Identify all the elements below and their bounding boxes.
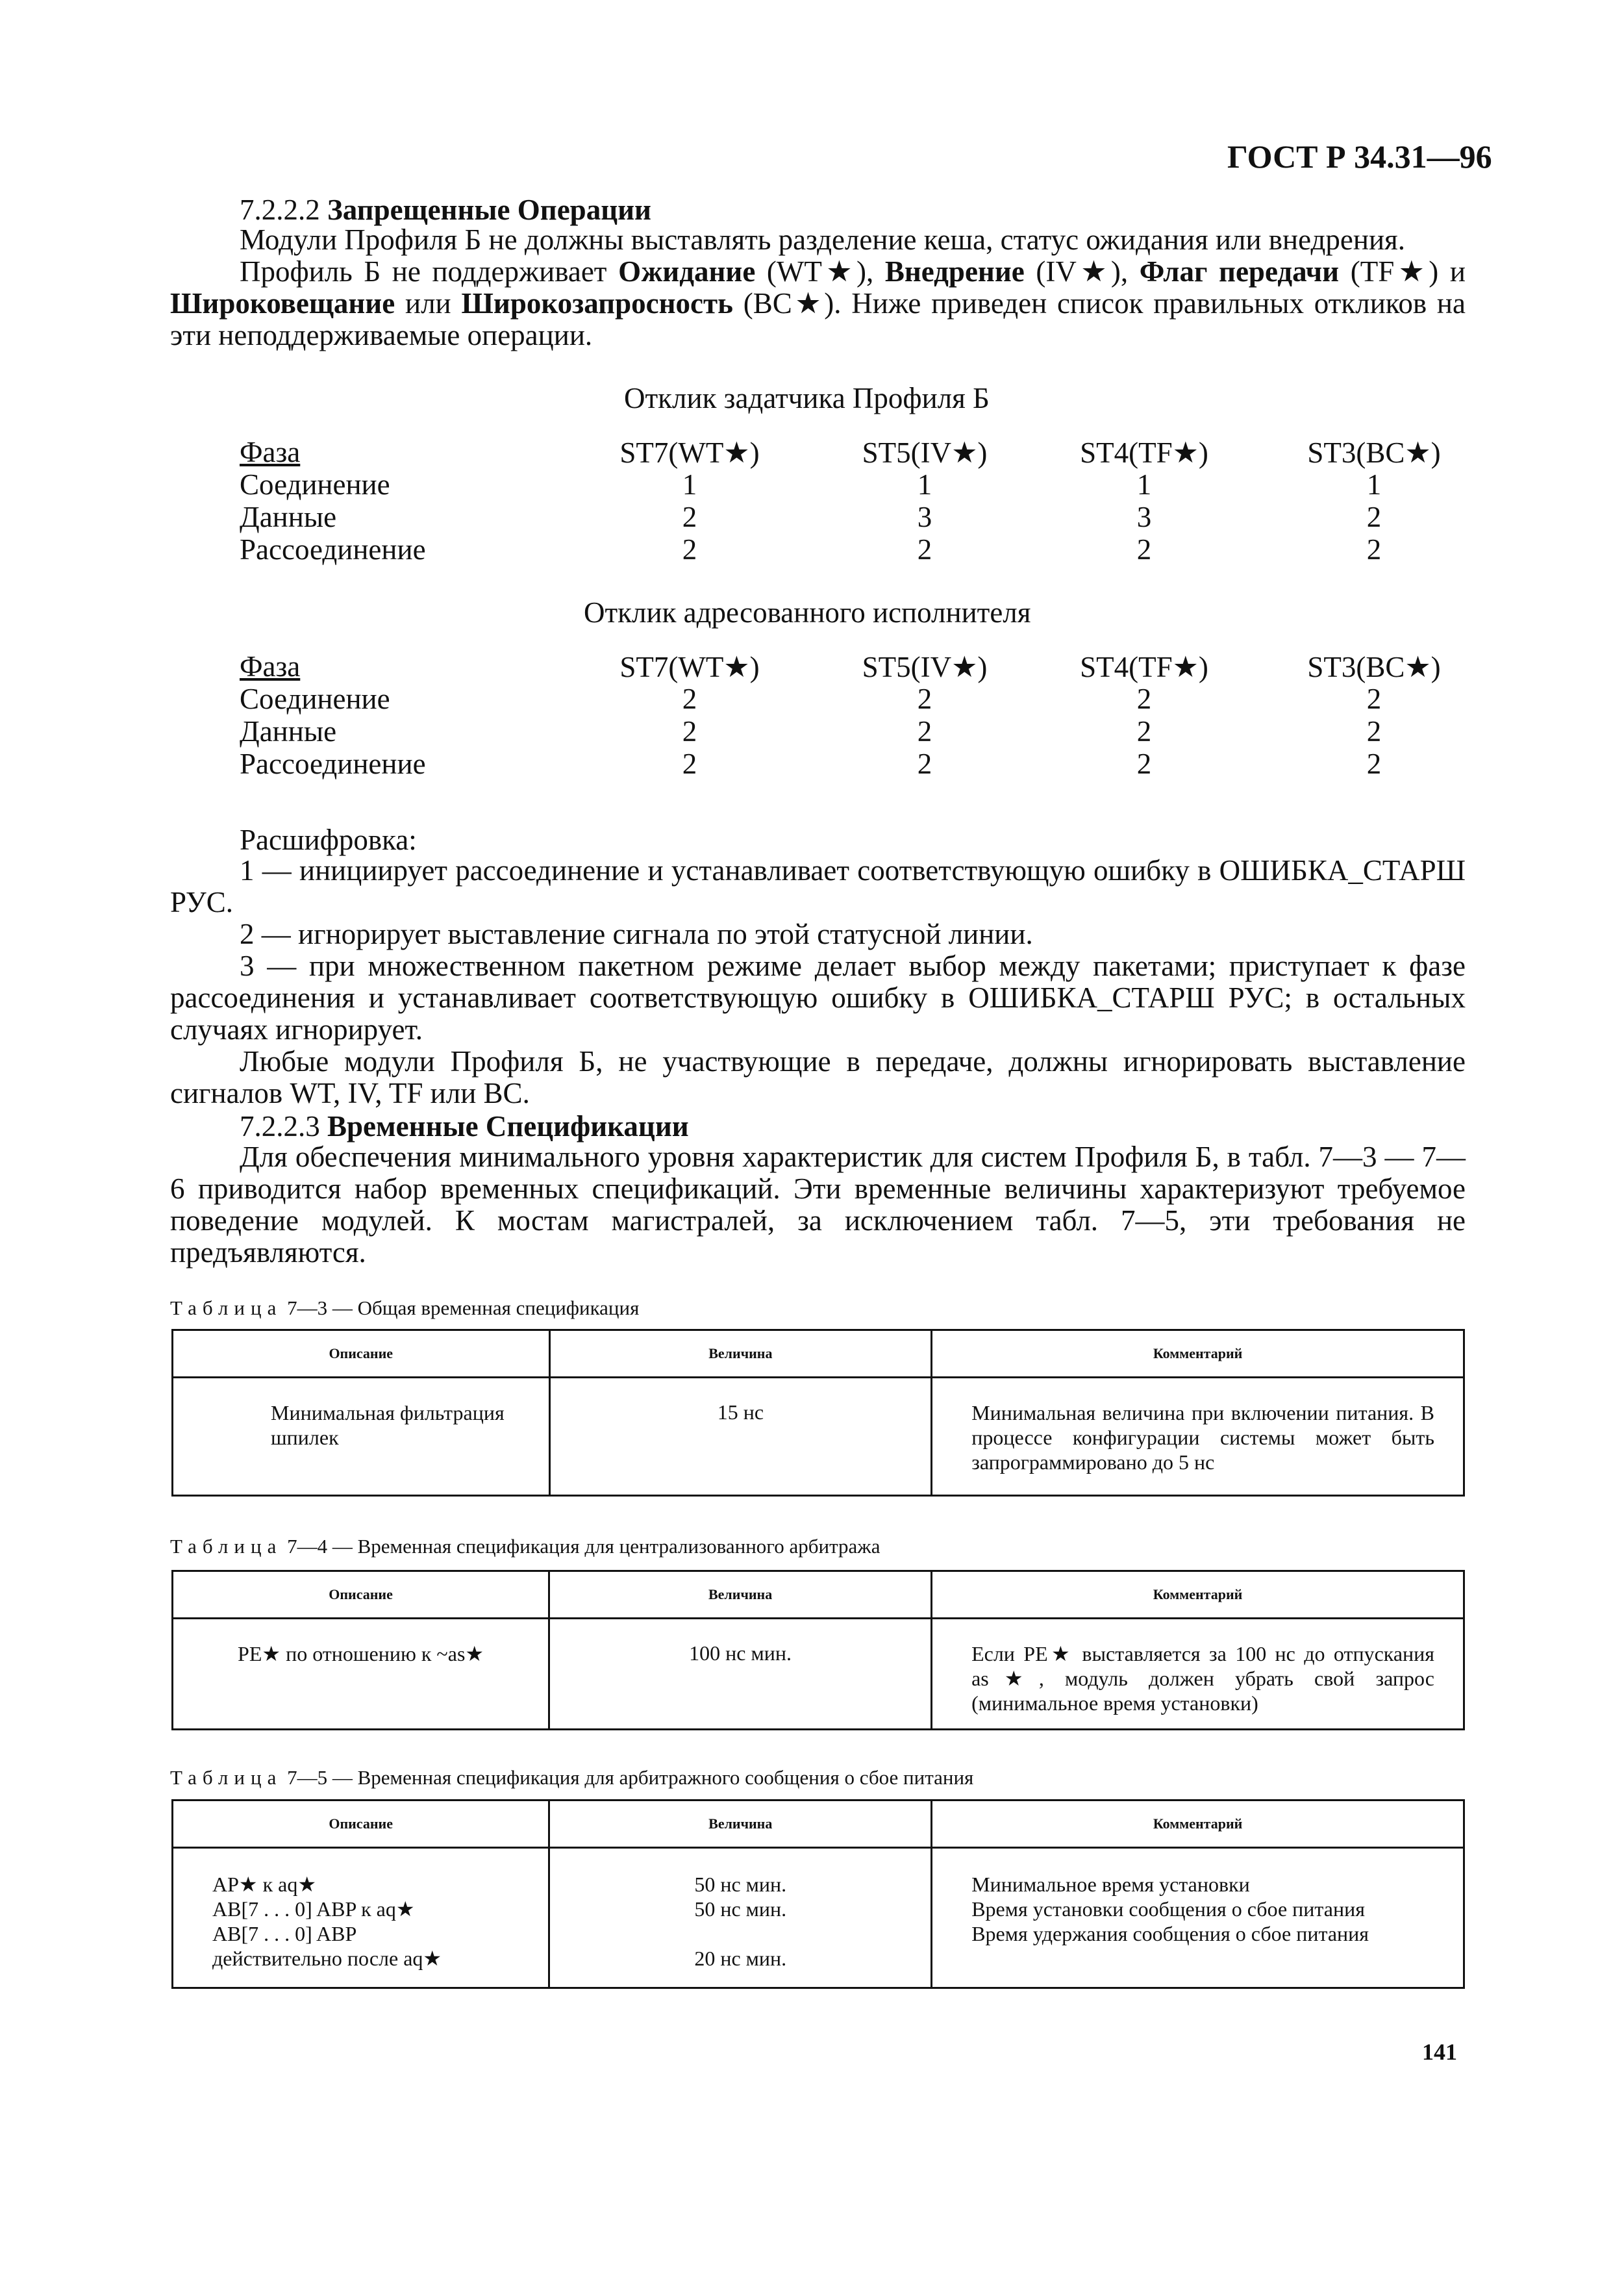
section-number: 7.2.2.3 <box>240 1110 320 1143</box>
term-wait: Ожидание <box>618 255 756 288</box>
paragraph-timing-specs: Для обеспечения минимального уровня характеристик для систем Профиля Б, в табл. 7—3 — 7—6 приводится набор временных спецификаций. Эти временные величины характеризуют требуемое поведение модулей. К мостам магистралей, за исключением табл. 7—5, эти требования не предъявляются. <box>170 1141 1466 1269</box>
value-cell: 1 <box>1136 468 1152 501</box>
comment-cell: Если PE★ выставляется за 100 нс до отпускания as★, модуль должен убрать свой запрос (минимальное время установки) <box>932 1619 1464 1730</box>
value-cell: 3 <box>1136 501 1152 533</box>
value-cell: 2 <box>682 683 697 715</box>
section-number: 7.2.2.2 <box>240 194 320 226</box>
col-st3: ST3(BC★) <box>1307 436 1441 469</box>
phase-cell: Данные <box>240 501 337 533</box>
value-cell: 2 <box>1136 533 1152 566</box>
phase-cell: Данные <box>240 715 337 748</box>
table-header-row <box>173 1330 1464 1378</box>
column-header: Величина <box>549 1330 932 1378</box>
value-cell: 2 <box>1366 748 1382 780</box>
text: (IV★), <box>1024 255 1140 288</box>
table-7-4 <box>171 1570 1465 1730</box>
value-cell: 1 <box>917 468 932 501</box>
text: (WT★), <box>755 255 885 288</box>
phase-cell: Соединение <box>240 683 390 715</box>
section-title: Временные Спецификации <box>327 1110 689 1143</box>
column-header: Комментарий <box>932 1801 1464 1848</box>
comment-line: Минимальное время установки <box>971 1873 1250 1896</box>
value-cell: 2 <box>1136 683 1152 715</box>
col-st3: ST3(BC★) <box>1307 651 1441 683</box>
value-cell: 2 <box>682 501 697 533</box>
legend-item-1: 1 — инициирует рассоединение и устанавливает соответствующую ошибку в ОШИБКА_СТАРШ РУС. <box>170 854 1466 918</box>
legend-note: Любые модули Профиля Б, не участвующие в передаче, должны игнорировать выставление сигналов WT, IV, TF или BC. <box>170 1045 1466 1109</box>
col-st5: ST5(IV★) <box>862 436 988 469</box>
col-st7: ST7(WT★) <box>619 436 760 469</box>
comment-cell: Минимальная величина при включении питания. В процессе конфигурации системы может быть запрограммировано до 5 нс <box>932 1378 1464 1496</box>
table-7-4-caption <box>170 1535 880 1558</box>
master-header-row <box>240 435 1473 468</box>
phase-header: Фаза <box>240 436 301 468</box>
table-7-3-caption <box>170 1296 639 1320</box>
value-cell: 2 <box>1366 501 1382 533</box>
value-cell: 100 нс мин. <box>549 1619 932 1730</box>
phase-cell: Рассоединение <box>240 748 426 780</box>
comment-line: Время удержания сообщения о сбое питания <box>971 1922 1369 1945</box>
caption-text: 7—5 — Временная спецификация для арбитражного сообщения о сбое питания <box>282 1766 974 1789</box>
paragraph-no-cache: Модули Профиля Б не должны выставлять разделение кеша, статус ожидания или внедрения. <box>240 223 1405 256</box>
value-cell: 2 <box>682 748 697 780</box>
description-cell <box>173 1848 549 1988</box>
text: или <box>395 287 462 320</box>
description-cell: Минимальная фильтрация шпилек <box>173 1378 550 1496</box>
col-st4: ST4(TF★) <box>1080 651 1208 683</box>
table-label: Таблица <box>170 1535 282 1558</box>
value-cell: 2 <box>1366 715 1382 748</box>
description-cell: PE★ по отношению к ~as★ <box>173 1619 549 1730</box>
column-header: Комментарий <box>932 1330 1464 1378</box>
table-7-3 <box>171 1329 1465 1497</box>
value-cell: 2 <box>917 715 932 748</box>
value-line: 50 нс мин. <box>694 1897 787 1921</box>
section-heading-7223 <box>240 1109 689 1143</box>
value-cell: 2 <box>682 715 697 748</box>
paragraph-unsupported-ops <box>170 256 1466 351</box>
table-row <box>240 533 1473 565</box>
table-header-row <box>173 1571 1464 1619</box>
column-header: Величина <box>549 1801 932 1848</box>
col-st5: ST5(IV★) <box>862 651 988 683</box>
column-header: Комментарий <box>932 1571 1464 1619</box>
table-header-row <box>173 1801 1464 1848</box>
value-cell: 2 <box>1366 683 1382 715</box>
value-cell: 2 <box>917 683 932 715</box>
desc-line: AB[7 . . . 0] ABP <box>212 1922 357 1945</box>
phase-header: Фаза <box>240 650 301 683</box>
column-header: Описание <box>173 1571 549 1619</box>
column-header: Величина <box>549 1571 932 1619</box>
legend-item-3: 3 — при множественном пакетном режиме делает выбор между пакетами; приступает к фазе рассоединения и устанавливает соответствующую ошибку в ОШИБКА_СТАРШ РУС; в остальных случаях игнорирует. <box>170 950 1466 1046</box>
value-line: 50 нс мин. <box>694 1873 787 1896</box>
term-transfer-flag: Флаг передачи <box>1139 255 1340 288</box>
value-cell: 2 <box>917 533 932 566</box>
legend-heading: Расшифровка: <box>240 824 417 856</box>
legend-item-2: 2 — игнорирует выставление сигнала по этой статусной линии. <box>240 918 1033 950</box>
table-7-5 <box>171 1799 1465 1989</box>
term-intervention: Внедрение <box>884 255 1025 288</box>
section-heading-7222 <box>240 193 651 227</box>
table-row <box>173 1378 1464 1496</box>
slave-header-row <box>240 650 1473 682</box>
term-broadcast: Широковещание <box>170 287 395 320</box>
value-cell: 2 <box>1136 715 1152 748</box>
desc-line: AP★ к aq★ <box>212 1873 317 1896</box>
value-cell <box>549 1848 932 1988</box>
table-row <box>173 1848 1464 1988</box>
caption-text: 7—3 — Общая временная спецификация <box>282 1296 640 1319</box>
table-row <box>240 500 1473 533</box>
section-title: Запрещенные Операции <box>327 194 651 226</box>
table-row <box>240 682 1473 714</box>
value-cell: 3 <box>917 501 932 533</box>
text: Профиль Б не поддерживает <box>240 255 619 288</box>
document-id: ГОСТ Р 34.31—96 <box>1227 138 1492 175</box>
slave-response-title: Отклик адресованного исполнителя <box>584 596 1031 629</box>
table-label: Таблица <box>170 1296 282 1319</box>
value-cell: 1 <box>682 468 697 501</box>
value-cell: 2 <box>917 748 932 780</box>
value-line: 20 нс мин. <box>694 1947 787 1970</box>
phase-cell: Соединение <box>240 468 390 501</box>
caption-text: 7—4 — Временная спецификация для централизованного арбитража <box>282 1535 881 1558</box>
desc-line: AB[7 . . . 0] ABP к aq★ <box>212 1897 415 1921</box>
comment-line: Время установки сообщения о сбое питания <box>971 1897 1365 1921</box>
term-broadcall: Широкозапросность <box>461 287 733 320</box>
value-cell: 2 <box>682 533 697 566</box>
column-header: Описание <box>173 1330 550 1378</box>
value-cell: 15 нс <box>549 1378 932 1496</box>
table-row <box>240 714 1473 747</box>
desc-line: действительно после aq★ <box>212 1947 442 1970</box>
table-row <box>240 747 1473 779</box>
table-7-5-caption <box>170 1766 973 1789</box>
text: (TF★) и <box>1339 255 1466 288</box>
table-row <box>240 468 1473 500</box>
col-st4: ST4(TF★) <box>1080 436 1208 469</box>
value-line <box>551 1921 930 1946</box>
value-cell: 2 <box>1136 748 1152 780</box>
value-cell: 2 <box>1366 533 1382 566</box>
table-row <box>173 1619 1464 1730</box>
table-label: Таблица <box>170 1766 282 1789</box>
master-response-title: Отклик задатчика Профиля Б <box>624 382 990 414</box>
column-header: Описание <box>173 1801 549 1848</box>
text: (BC★). Ниже приведен список правильных откликов на эти неподдерживаемые операции. <box>170 287 1466 351</box>
phase-cell: Рассоединение <box>240 533 426 566</box>
comment-cell <box>932 1848 1464 1988</box>
col-st7: ST7(WT★) <box>619 651 760 683</box>
value-cell: 1 <box>1366 468 1382 501</box>
page-number: 141 <box>1422 2039 1457 2065</box>
